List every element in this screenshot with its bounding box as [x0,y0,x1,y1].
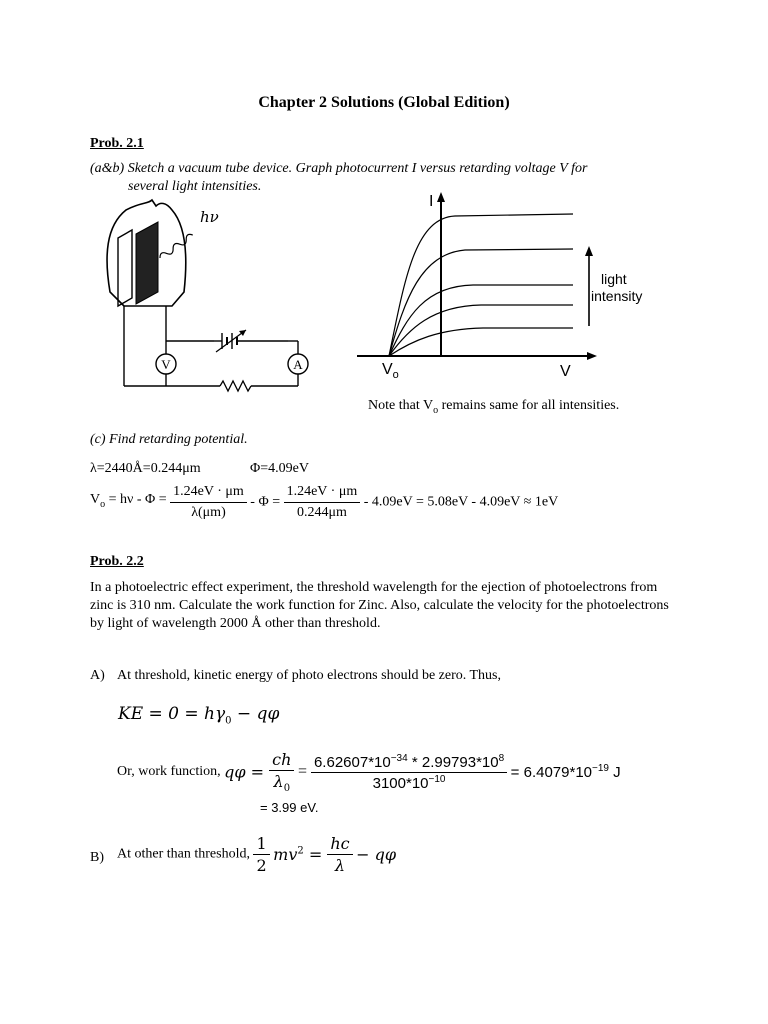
retarding-potential-equation: $V_o = h\nu - \Phi$ = $\frac{1.24eV \cdot \mu m}{\lambda(\mu m)}$ - Φ = $\frac{1.24eV \cdot \mu m}{0.244\mu m}$ - 4.09eV = 5.08eV - 4.09eV ≈ 1eV [90,484,559,520]
photon-wave [158,233,194,261]
prob-2-2-statement: In a photoelectric effect experiment, the threshold wavelength for the ejection of photoelectrons from zinc is 310 nm. Calculate the work function for Zinc. Also, calculate the velocity for the photoelectrons by light of wavelength 2000 Å other than threshold. [90,580,669,631]
y-axis-label: I [429,193,434,210]
photon-label: hν [200,208,219,226]
part-b-label: B) [90,850,104,865]
ammeter-label: A [293,357,303,372]
prob-2-2-heading: Prob. 2.2 [90,554,144,569]
part-a-text: At threshold, kinetic energy of photo electrons should be zero. Thus, [117,668,502,683]
equation-fraction-2: $\frac{1.24eV \cdot \mu m}{0.244\mu m}$ [284,483,361,522]
vacuum-tube-diagram [96,196,318,394]
work-function-numeric-fraction: $\frac{6.62607*10^{-34} * 2.99793*10^8}{3100*10^{-10}}$ [311,753,507,792]
work-function-equation: Or, work function, qφ = $\frac{ch}{\lambda_0}$ = $\frac{6.62607*10^{-34} * 2.99793*10^8}{3100*10^{-10}}$ = $6.4079*10^{-19}$ J [117,750,621,795]
resistor-icon [220,381,251,391]
ch-over-lambda: $\frac{ch}{\lambda_0}$ [269,750,294,794]
intensity-label-line2: intensity [591,288,643,304]
photocurrent-graph [355,188,655,388]
prob-2-1-ab-line1: (a&b) Sketch a vacuum tube device. Graph photocurrent I versus retarding voltage V for [90,161,588,176]
x-axis-label: V [560,363,571,380]
part-a-label: A) [90,668,105,683]
vo-note: Note that $V_o$ remains same for all intensities. [368,398,620,416]
hc-over-lambda: $\frac{hc}{\lambda}$ [327,834,352,875]
part-c-heading: (c) Find retarding potential. [90,432,248,447]
half-fraction: $\frac{1}{2}$ [253,834,269,875]
kinetic-energy-equation: KE = $0 = h\gamma_0 - q\varphi$ [118,704,280,727]
prob-2-1-heading: Prob. 2.1 [90,136,144,151]
phi-value: Φ=4.09eV [250,461,309,476]
curve-intensity-3 [389,285,573,356]
lambda-value: λ=2440Å=0.244μm [90,461,201,476]
equation-fraction-1: $\frac{1.24eV \cdot \mu m}{\lambda(\mu m)}$ [170,483,247,522]
cathode-plate [136,222,158,304]
page-title: Chapter 2 Solutions (Global Edition) [258,94,510,111]
voltmeter-label: V [161,357,171,372]
curve-intensity-1 [389,328,573,356]
curve-intensity-2 [389,305,573,356]
work-function-ev: = 3.99 eV. [260,800,319,815]
intensity-label-line1: light [601,271,627,287]
anode-frame [118,230,132,306]
part-b-equation: At other than threshold, $\frac{1}{2}$ $mv^2$ = $\frac{hc}{\lambda}$ − qφ [117,834,397,875]
stopping-voltage-label: $V_o$ [382,361,399,381]
curve-intensity-4 [389,249,573,356]
prob-2-1-ab-line2: several light intensities. [128,179,262,194]
